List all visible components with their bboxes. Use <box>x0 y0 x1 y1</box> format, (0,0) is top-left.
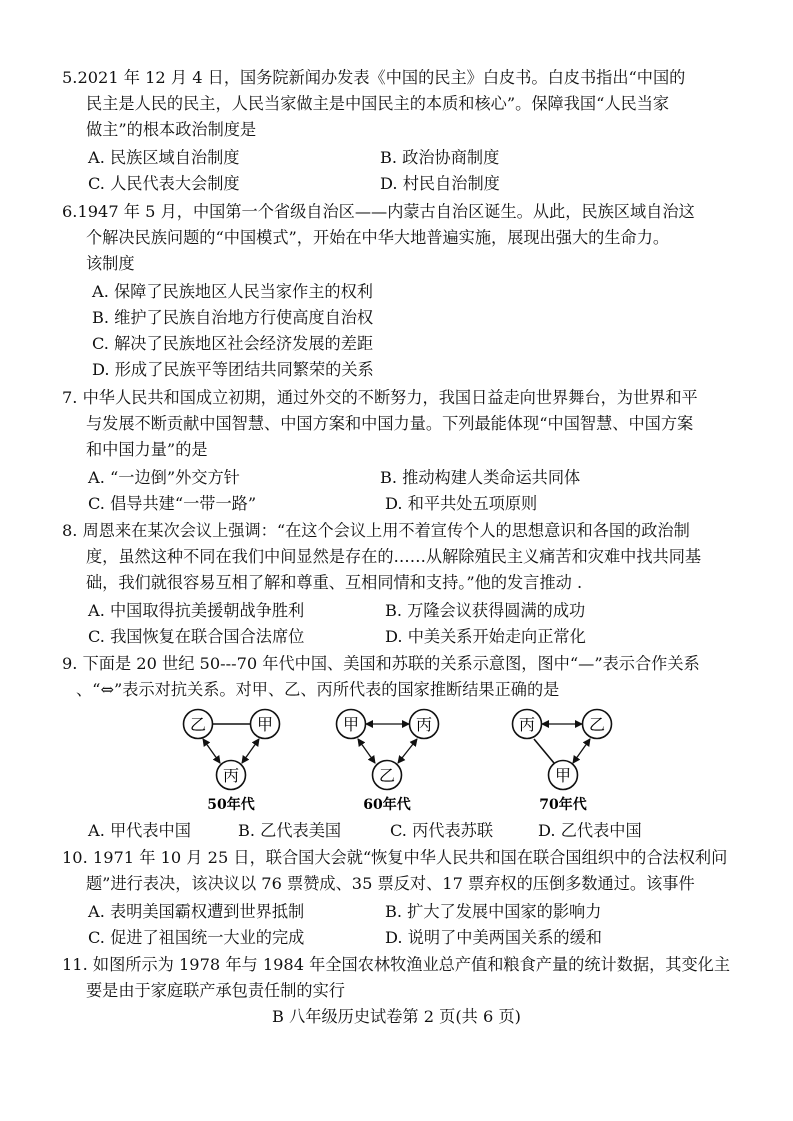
q6-option-d: D. 形成了民族平等团结共同繁荣的关系 <box>92 360 374 379</box>
node-label: 乙 <box>378 766 396 785</box>
diagram-caption: 70年代 <box>539 797 587 813</box>
q6-line-3: 该制度 <box>86 254 135 273</box>
q8-line-1: 8. 周恩来在某次会议上强调：“在这个会议上用不着宣传个人的思想意识和各国的政治制 <box>62 521 690 540</box>
q7-option-c: C. 倡导共建“一带一路” <box>88 494 257 513</box>
q6-option-a: A. 保障了民族地区人民当家作主的权利 <box>92 282 373 301</box>
q8-option-b: B. 万隆会议获得圆满的成功 <box>385 601 586 620</box>
cooperation-line <box>534 739 554 763</box>
q7-line-3: 和中国力量”的是 <box>86 440 208 459</box>
diagram-panel-60s <box>337 710 439 814</box>
node-label: 甲 <box>554 766 572 785</box>
q5-line-3: 做主”的根本政治制度是 <box>86 120 257 139</box>
node-label: 甲 <box>256 715 274 734</box>
q11-line-1: 11. 如图所示为 1978 年与 1984 年全国农林牧渔业总产值和粮食产量的统计数据，其变化主 <box>62 955 731 974</box>
q9-option-a: A. 甲代表中国 <box>88 821 191 840</box>
q5-option-c: C. 人民代表大会制度 <box>88 174 240 193</box>
diagram-panel-50s <box>184 710 280 814</box>
q7-line-2: 与发展不断贡献中国智慧、中国方案和中国力量。下列最能体现“中国智慧、中国方案 <box>86 414 694 433</box>
q9-line-1: 9. 下面是 20 世纪 50---70 年代中国、美国和苏联的关系示意图，图中“—”表示合作关系 <box>62 654 700 673</box>
q9-option-d: D. 乙代表中国 <box>538 821 642 840</box>
q8-line-3: 础，我们就很容易互相了解和尊重、互相同情和支持。”他的发言推动 . <box>86 573 583 592</box>
diagram-caption: 60年代 <box>363 797 411 813</box>
q9-option-b: B. 乙代表美国 <box>238 821 342 840</box>
confrontation-arrow <box>398 739 417 763</box>
q5-option-b: B. 政治协商制度 <box>380 148 500 167</box>
confrontation-arrow <box>203 739 220 763</box>
node-label: 甲 <box>342 715 360 734</box>
q6-option-b: B. 维护了民族自治地方行使高度自治权 <box>92 308 374 327</box>
q6-line-1: 6.1947 年 5 月，中国第一个省级自治区——内蒙古自治区诞生。从此，民族区域自治这 <box>62 202 695 221</box>
q10-line-2: 题”进行表决，该决议以 76 票赞成、35 票反对、17 票弃权的压倒多数通过。该事件 <box>86 874 695 893</box>
diagram-panel-70s <box>513 710 612 814</box>
q10-option-b: B. 扩大了发展中国家的影响力 <box>385 902 602 921</box>
q6-option-c: C. 解决了民族地区社会经济发展的差距 <box>92 334 374 353</box>
confrontation-arrow <box>573 739 590 763</box>
node-label: 丙 <box>415 715 433 734</box>
q10-option-c: C. 促进了祖国统一大业的完成 <box>88 928 305 947</box>
q8-option-d: D. 中美关系开始走向正常化 <box>385 627 586 646</box>
q10-option-a: A. 表明美国霸权遭到世界抵制 <box>88 902 305 921</box>
q6-line-2: 个解决民族问题的“中国模式”，开始在中华大地普遍实施，展现出强大的生命力。 <box>86 228 670 247</box>
node-label: 乙 <box>189 715 207 734</box>
q10-option-d: D. 说明了中美两国关系的缓和 <box>385 928 602 947</box>
q7-option-d: D. 和平共处五项原则 <box>385 494 538 513</box>
confrontation-arrow <box>242 739 259 763</box>
q5-line-2: 民主是人民的民主，人民当家做主是中国民主的本质和核心”。保障我国“人民当家 <box>86 94 670 113</box>
q10-line-1: 10. 1971 年 10 月 25 日，联合国大会就“恢复中华人民共和国在联合国组织中的合法权利问 <box>62 848 728 867</box>
node-label: 丙 <box>222 766 240 785</box>
q11-line-2: 要是由于家庭联产承包责任制的实行 <box>86 981 345 1000</box>
q5-line-1: 5.2021 年 12 月 4 日，国务院新闻办发表《中国的民主》白皮书。白皮书指出“中国的 <box>62 68 686 87</box>
relations-diagram <box>170 705 650 817</box>
q7-option-b: B. 推动构建人类命运共同体 <box>380 468 581 487</box>
q9-line-2: 、“⇔”表示对抗关系。对甲、乙、丙所代表的国家推断结果正确的是 <box>76 680 560 699</box>
diagram-caption: 50年代 <box>207 797 255 813</box>
q5-option-a: A. 民族区域自治制度 <box>88 148 240 167</box>
q8-option-a: A. 中国取得抗美援朝战争胜利 <box>88 601 305 620</box>
q7-option-a: A. “一边倒”外交方针 <box>88 468 240 487</box>
node-label: 丙 <box>518 715 536 734</box>
q8-option-c: C. 我国恢复在联合国合法席位 <box>88 627 305 646</box>
confrontation-arrow <box>358 739 375 763</box>
node-label: 乙 <box>588 715 606 734</box>
q9-option-c: C. 丙代表苏联 <box>390 821 494 840</box>
page-footer: B 八年级历史试卷第 2 页(共 6 页) <box>272 1007 521 1026</box>
q8-line-2: 度，虽然这种不同在我们中间显然是存在的……从解除殖民主义痛苦和灾难中找共同基 <box>86 547 702 566</box>
q5-option-d: D. 村民自治制度 <box>380 174 500 193</box>
q7-line-1: 7. 中华人民共和国成立初期，通过外交的不断努力，我国日益走向世界舞台，为世界和平 <box>62 388 698 407</box>
